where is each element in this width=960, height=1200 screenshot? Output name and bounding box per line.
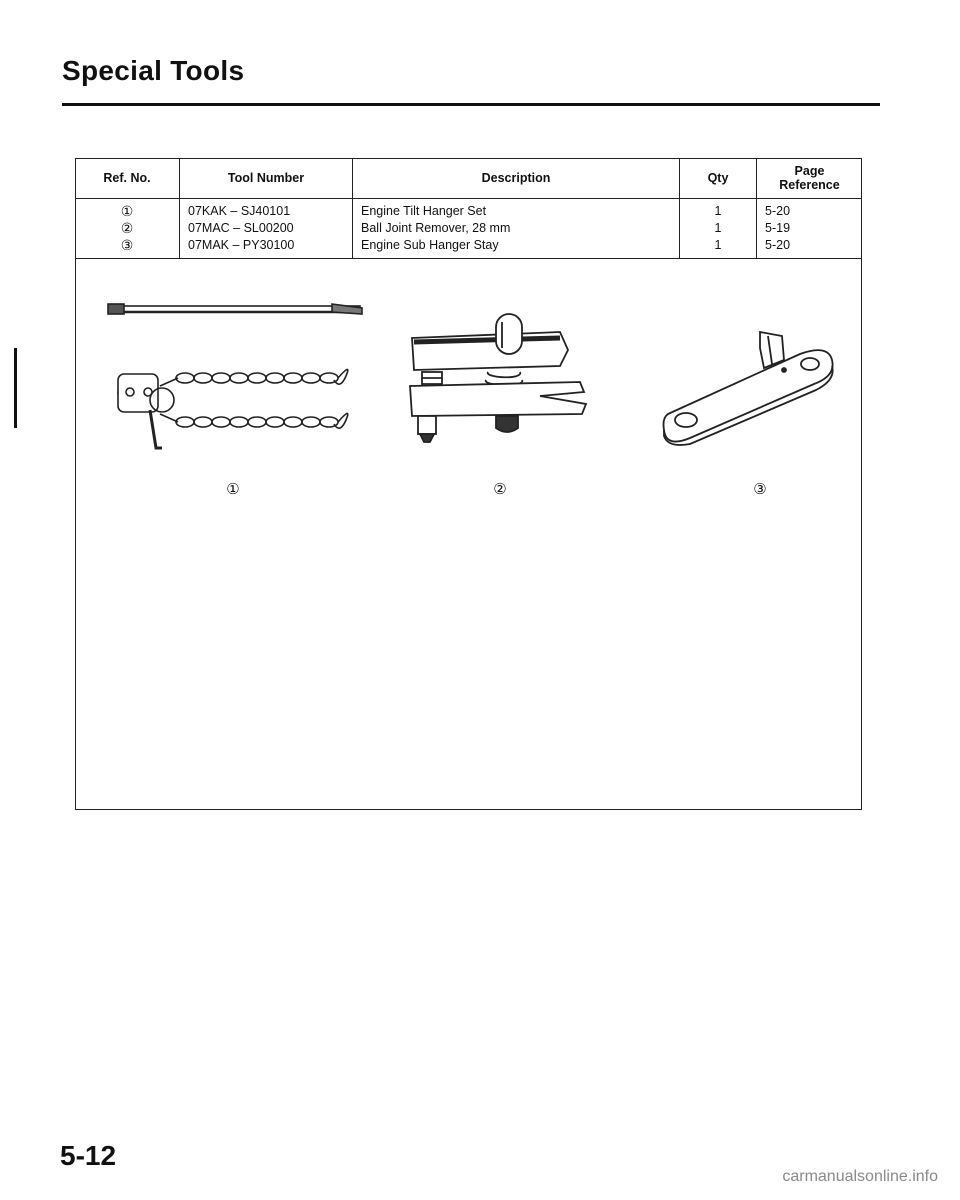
tool-number: 07KAK – SJ40101 xyxy=(188,204,291,218)
header-page-reference: Page Reference xyxy=(757,158,863,199)
page-reference: 5-20 xyxy=(765,204,791,218)
tool-qty: 1 xyxy=(714,238,722,252)
engine-sub-hanger-stay-illustration xyxy=(660,330,840,450)
tool-number-cell xyxy=(180,199,353,259)
ref-cell xyxy=(75,199,180,259)
tool-qty: 1 xyxy=(714,221,722,235)
page-reference-cell xyxy=(757,199,863,259)
description-cell xyxy=(353,199,680,259)
ref-no: ① xyxy=(120,203,134,219)
ball-joint-remover-illustration xyxy=(400,310,600,455)
callout-2: ② xyxy=(493,481,507,498)
page-title: Special Tools xyxy=(62,55,245,86)
tool-number: 07MAC – SL00200 xyxy=(188,221,294,235)
callout-3: ③ xyxy=(753,481,767,498)
qty-cell xyxy=(680,199,757,259)
page-reference: 5-20 xyxy=(765,238,791,252)
title-rule xyxy=(62,103,880,106)
revision-bar xyxy=(14,348,17,428)
tool-description: Engine Tilt Hanger Set xyxy=(361,204,487,218)
ref-no: ② xyxy=(120,220,134,236)
header-qty: Qty xyxy=(680,158,757,199)
tool-number: 07MAK – PY30100 xyxy=(188,238,295,252)
callout-1: ① xyxy=(226,481,240,498)
tool-description: Ball Joint Remover, 28 mm xyxy=(361,221,511,235)
ref-no: ③ xyxy=(120,237,134,253)
watermark: carmanualsonline.info xyxy=(782,1168,938,1185)
tool-description: Engine Sub Hanger Stay xyxy=(361,238,499,252)
table-header-row xyxy=(75,158,862,199)
page-reference: 5-19 xyxy=(765,221,791,235)
header-description: Description xyxy=(353,158,680,199)
engine-tilt-hanger-illustration xyxy=(100,300,370,470)
header-tool-number: Tool Number xyxy=(180,158,353,199)
tool-qty: 1 xyxy=(714,204,722,218)
page-number: 5-12 xyxy=(60,1140,117,1171)
special-tools-table xyxy=(75,158,862,259)
header-ref-no: Ref. No. xyxy=(75,158,180,199)
table-row xyxy=(75,199,862,259)
